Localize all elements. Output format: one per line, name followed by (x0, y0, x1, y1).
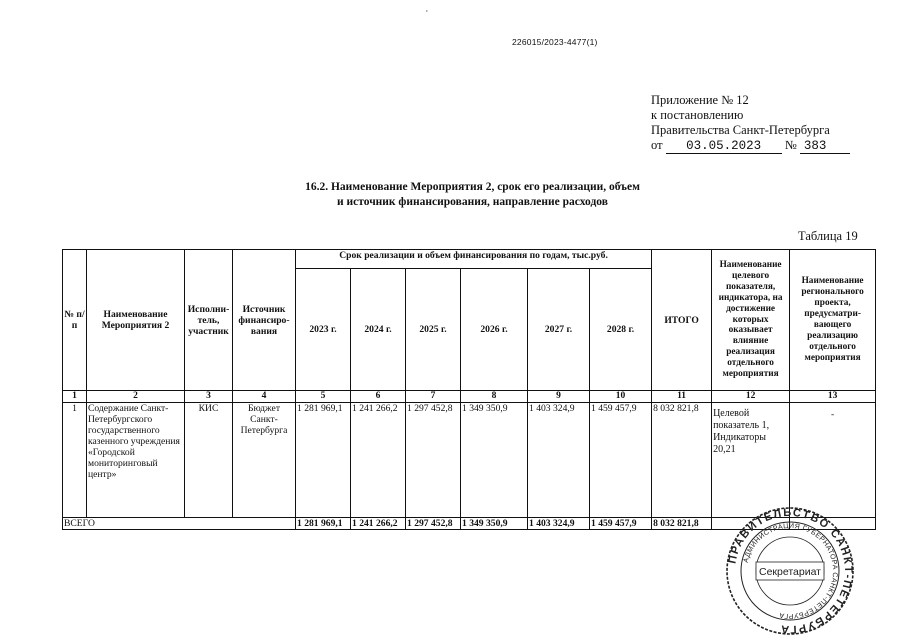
column-number: 4 (233, 391, 296, 403)
appendix-block (651, 93, 850, 154)
header-source: Источник финансиро-вания (233, 250, 296, 391)
column-number: 8 (461, 391, 528, 403)
column-number: 9 (528, 391, 590, 403)
column-number: 6 (351, 391, 406, 403)
official-seal (726, 507, 854, 635)
appendix-number: 383 (800, 140, 850, 154)
total-2024: 1 241 266,2 (351, 518, 406, 530)
seal-center-text: Секретариат (758, 566, 822, 578)
column-number: 13 (790, 391, 876, 403)
table-row (63, 403, 876, 518)
total-label: ВСЕГО (63, 518, 296, 530)
section-heading (0, 180, 905, 210)
row-number: 1 (63, 403, 87, 518)
row-2024: 1 241 266,2 (351, 403, 406, 518)
document-number: 226015/2023-4477(1) (512, 37, 598, 47)
seal-outer-text: ПРАВИТЕЛЬСТВО САНКТ-ПЕТЕРБУРГА (726, 507, 854, 635)
column-number: 10 (590, 391, 652, 403)
header-name: Наименование Мероприятия 2 (87, 250, 185, 391)
row-2028: 1 459 457,9 (590, 403, 652, 518)
number-label: № (784, 138, 797, 152)
header-2028: 2028 г. (590, 269, 652, 391)
appendix-date-line (651, 138, 850, 154)
appendix-line-1: Приложение № 12 (651, 93, 749, 107)
row-executor: КИС (185, 403, 233, 518)
total-2028: 1 459 457,9 (590, 518, 652, 530)
header-period-group: Срок реализации и объем финансирования по годам, тыс.руб. (296, 250, 652, 269)
header-2027: 2027 г. (528, 269, 590, 391)
row-indicator: Целевой показатель 1, Индикаторы 20,21 (712, 403, 790, 518)
from-label: от (651, 138, 663, 152)
header-indicator: Наименование целевого показателя, индикатора, на достижение которых оказывает влияние реализация отдельного мероприятия (712, 250, 790, 391)
row-2025: 1 297 452,8 (406, 403, 461, 518)
appendix-line-2: к постановлению (651, 108, 744, 122)
financing-table (62, 249, 876, 530)
seal-inner-text: АДМИНИСТРАЦИЯ ГУБЕРНАТОРА САНКТ-ПЕТЕРБУРГА (742, 522, 839, 620)
row-total: 8 032 821,8 (652, 403, 712, 518)
row-source: Бюджет Санкт-Петербурга (233, 403, 296, 518)
row-2023: 1 281 969,1 (296, 403, 351, 518)
row-2027: 1 403 324,9 (528, 403, 590, 518)
total-2026: 1 349 350,9 (461, 518, 528, 530)
column-number: 1 (63, 391, 87, 403)
header-2024: 2024 г. (351, 269, 406, 391)
total-sum: 8 032 821,8 (652, 518, 712, 530)
header-regional: Наименование регионального проекта, предусматри-вающего реализацию отдельного мероприятия (790, 250, 876, 391)
appendix-date: 03.05.2023 (666, 140, 782, 154)
header-2026: 2026 г. (461, 269, 528, 391)
column-number: 3 (185, 391, 233, 403)
heading-line-1: 16.2. Наименование Мероприятия 2, срок его реализации, объем (305, 181, 640, 193)
table-caption: Таблица 19 (798, 229, 858, 243)
row-name: Содержание Санкт-Петербургского государственного казенного учреждения «Городской мониторинговый центр» (87, 403, 185, 518)
heading-line-2: и источник финансирования, направление расходов (337, 196, 608, 208)
top-mark: ᶜ (426, 8, 428, 16)
column-number: 7 (406, 391, 461, 403)
header-executor: Исполни-тель, участник (185, 250, 233, 391)
appendix-line-3: Правительства Санкт-Петербурга (651, 123, 830, 137)
header-2025: 2025 г. (406, 269, 461, 391)
column-number: 12 (712, 391, 790, 403)
header-col-num: № п/п (63, 250, 87, 391)
total-2027: 1 403 324,9 (528, 518, 590, 530)
total-2023: 1 281 969,1 (296, 518, 351, 530)
column-number: 2 (87, 391, 185, 403)
header-total: ИТОГО (652, 250, 712, 391)
column-number: 5 (296, 391, 351, 403)
row-2026: 1 349 350,9 (461, 403, 528, 518)
column-number: 11 (652, 391, 712, 403)
header-2023: 2023 г. (296, 269, 351, 391)
row-regional: - (790, 403, 876, 518)
total-2025: 1 297 452,8 (406, 518, 461, 530)
